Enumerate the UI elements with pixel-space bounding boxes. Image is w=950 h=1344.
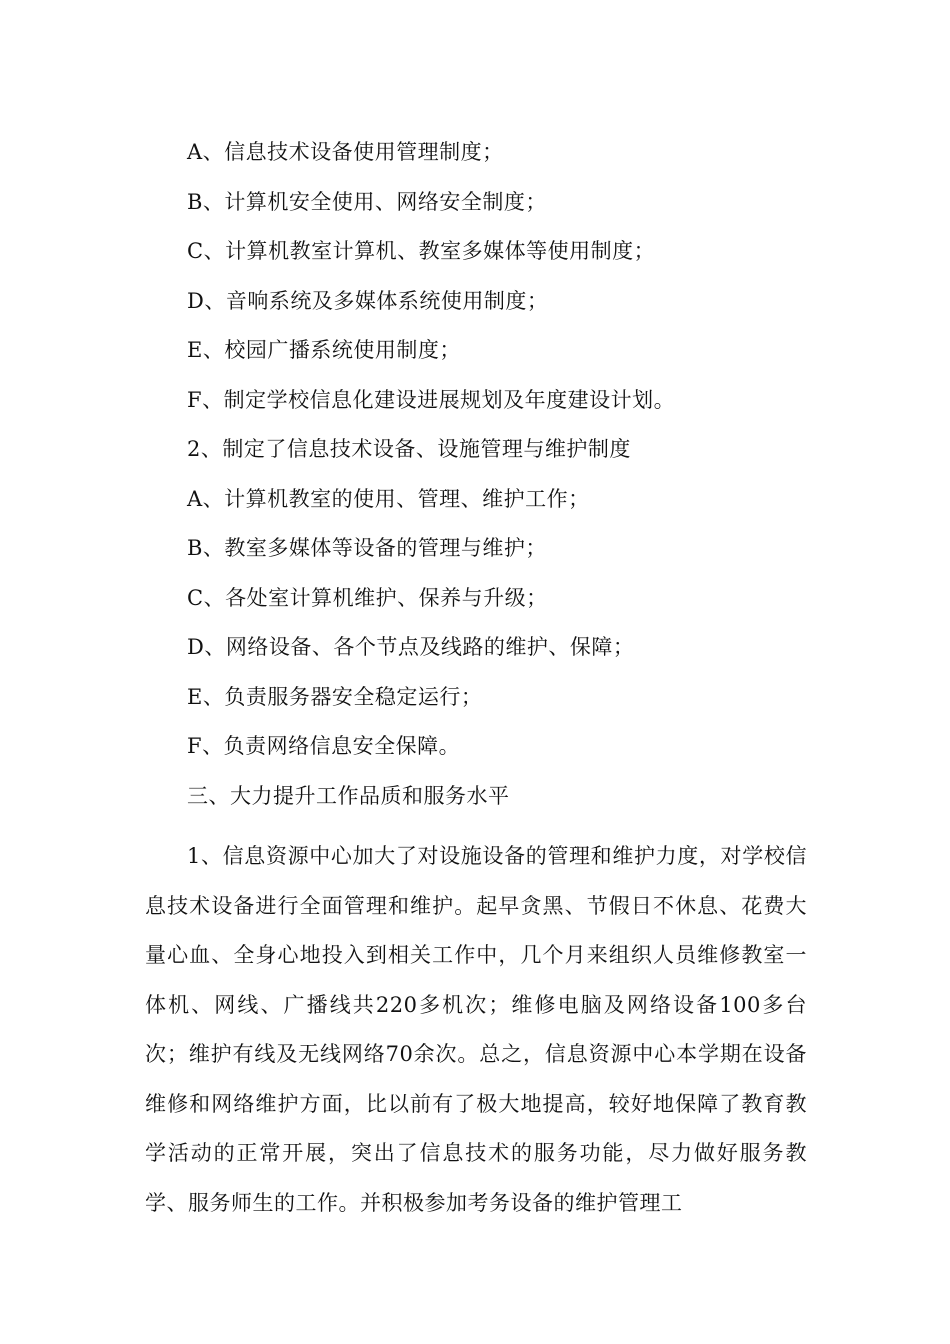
list-item: D、网络设备、各个节点及线路的维护、保障；: [187, 635, 635, 659]
list-item: A、计算机教室的使用、管理、维护工作；: [187, 487, 590, 511]
list-item: C、各处室计算机维护、保养与升级；: [187, 586, 548, 610]
section-heading: 三、大力提升工作品质和服务水平: [187, 784, 510, 808]
list-item: D、音响系统及多媒体系统使用制度；: [187, 289, 549, 313]
list-item: F、制定学校信息化建设进展规划及年度建设计划。: [187, 388, 676, 412]
body-paragraph: 1、信息资源中心加大了对设施设备的管理和维护力度，对学校信息技术设备进行全面管理和维护。起早贪黑、节假日不休息、花费大量心血、全身心地投入到相关工作中，几个月来组织人员维修教室一体机、网线、广播线共220多机次；维修电脑及网络设备100多台次；维护有线及无线网络70余次。总之，信息资源中心本学期在设备维修和网络维护方面，比以前有了极大地提高，较好地保障了教育教学活动的正常开展，突出了信息技术的服务功能，尽力做好服务教学、服务师生的工作。并积极参加考务设备的维护管理工: [145, 844, 807, 1215]
list-item: B、教室多媒体等设备的管理与维护；: [187, 536, 547, 560]
list-item: C、计算机教室计算机、教室多媒体等使用制度；: [187, 239, 656, 263]
section-heading: 2、制定了信息技术设备、设施管理与维护制度: [187, 437, 631, 461]
list-item: E、负责服务器安全稳定运行；: [187, 685, 483, 709]
list-item: B、计算机安全使用、网络安全制度；: [187, 190, 547, 214]
list-item: F、负责网络信息安全保障。: [187, 734, 461, 758]
list-item: E、校园广播系统使用制度；: [187, 338, 461, 362]
list-item: A、信息技术设备使用管理制度；: [187, 140, 504, 164]
